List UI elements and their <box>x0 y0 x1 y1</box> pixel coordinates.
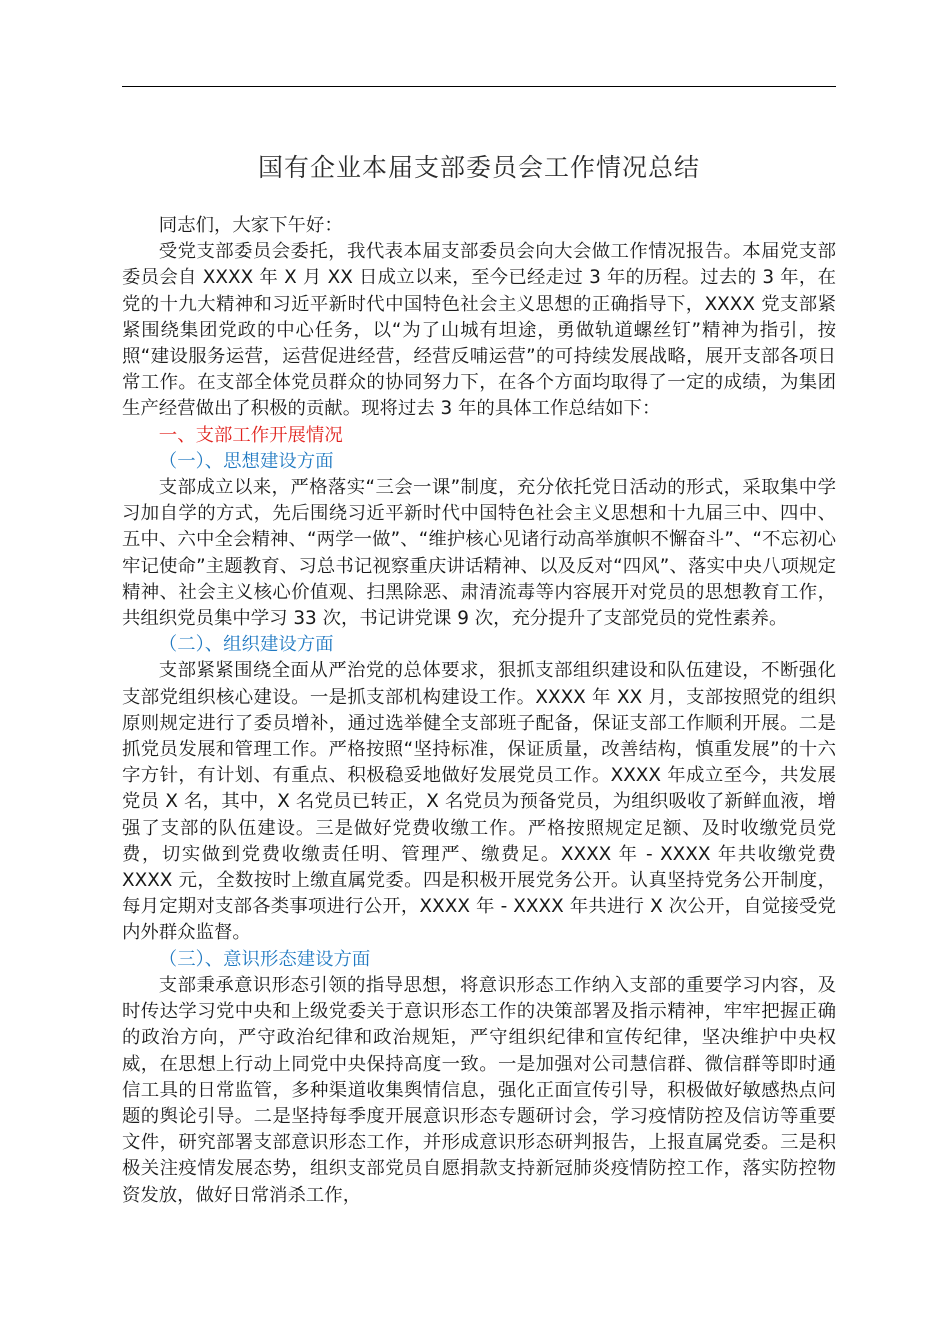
header-rule <box>122 86 836 87</box>
greeting-paragraph: 同志们，大家下午好： <box>158 215 343 236</box>
document-title: 国有企业本届支部委员会工作情况总结 <box>257 153 700 182</box>
subsection-heading-ideology: （一）、思想建设方面 <box>158 450 334 472</box>
subsection-heading-organization: （二）、组织建设方面 <box>158 634 334 656</box>
section-heading-work-status: 一、支部工作开展情况 <box>158 424 343 446</box>
ideological-form-paragraph: 支部秉承意识形态引领的指导思想，将意识形态工作纳入支部的重要学习内容，及时传达学习党中央和上级党委关于意识形态工作的决策部署及指示精神，牢牢把握正确的政治方向，严守政治纪律和政治规矩，严守组织纪律和宣传纪律，坚决维护中央权威，在思想上行动上同党中央保持高度一致。一是加强对公司慧信群、微信群等即时通信工具的日常监管，多种渠道收集舆情信息，强化正面宣传引导，积极做好敏感热点问题的舆论引导。二是坚持每季度开展意识形态专题研讨会，学习疫情防控及信访等重要文件，研究部署支部意识形态工作，并形成意识形态研判报告，上报直属党委。三是积极关注疫情发展态势，组织支部党员自愿捐款支持新冠肺炎疫情防控工作，落实防控物资发放，做好日常消杀工作， <box>122 974 836 1206</box>
ideology-paragraph: 支部成立以来，严格落实“三会一课”制度，充分依托党日活动的形式，采取集中学习加自学的方式，先后围绕习近平新时代中国特色社会主义思想和十九届三中、四中、五中、六中全会精神、“两学一做”、“维护核心见诸行动高举旗帜不懈奋斗”、“不忘初心牢记使命”主题教育、习总书记视察重庆讲话精神、以及反对“四风”、落实中央八项规定精神、社会主义核心价值观、扫黑除恶、肃清流毒等内容展开对党员的思想教育工作，共组织党员集中学习 33 次，书记讲党课 9 次，充分提升了支部党员的党性素养。 <box>122 477 836 630</box>
subsection-heading-ideological-form: （三）、意识形态建设方面 <box>158 948 371 970</box>
intro-paragraph: 受党支部委员会委托，我代表本届支部委员会向大会做工作情况报告。本届党支部委员会自 XXXX 年 X 月 XX 日成立以来，至今已经走过 3 年的历程。过去的 3 年，在党的十九大精神和习近平新时代中国特色社会主义思想的正确指导下，XXXX 党支部紧紧围绕集团党政的中心任务，以“为了山城有坦途，勇做轨道螺丝钉”精神为指引，按照“建设服务运营，运营促进经营，经营反哺运营”的可持续发展战略，展开支部各项日常工作。在支部全体党员群众的协同努力下，在各个方面均取得了一定的成绩，为集团生产经营做出了积极的贡献。现将过去 3 年的具体工作总结如下： <box>122 241 836 420</box>
organization-paragraph: 支部紧紧围绕全面从严治党的总体要求，狠抓支部组织建设和队伍建设，不断强化支部党组织核心建设。一是抓支部机构建设工作。XXXX 年 XX 月，支部按照党的组织原则规定进行了委员增补，通过选举健全支部班子配备，保证支部工作顺利开展。二是抓党员发展和管理工作。严格按照“坚持标准，保证质量，改善结构，慎重发展”的十六字方针，有计划、有重点、积极稳妥地做好发展党员工作。XXXX 年成立至今，共发展党员 X 名，其中，X 名党员已转正，X 名党员为预备党员，为组织吸收了新鲜血液，增强了支部的队伍建设。三是做好党费收缴工作。严格按照规定足额、及时收缴党员党费，切实做到党费收缴责任明、管理严、缴费足。XXXX 年 - XXXX 年共收缴党费 XXXX 元，全数按时上缴直属党委。四是积极开展党务公开。认真坚持党务公开制度，每月定期对支部各类事项进行公开，XXXX 年 - XXXX 年共进行 X 次公开，自觉接受党内外群众监督。 <box>122 660 836 944</box>
document-body <box>122 213 836 1209</box>
